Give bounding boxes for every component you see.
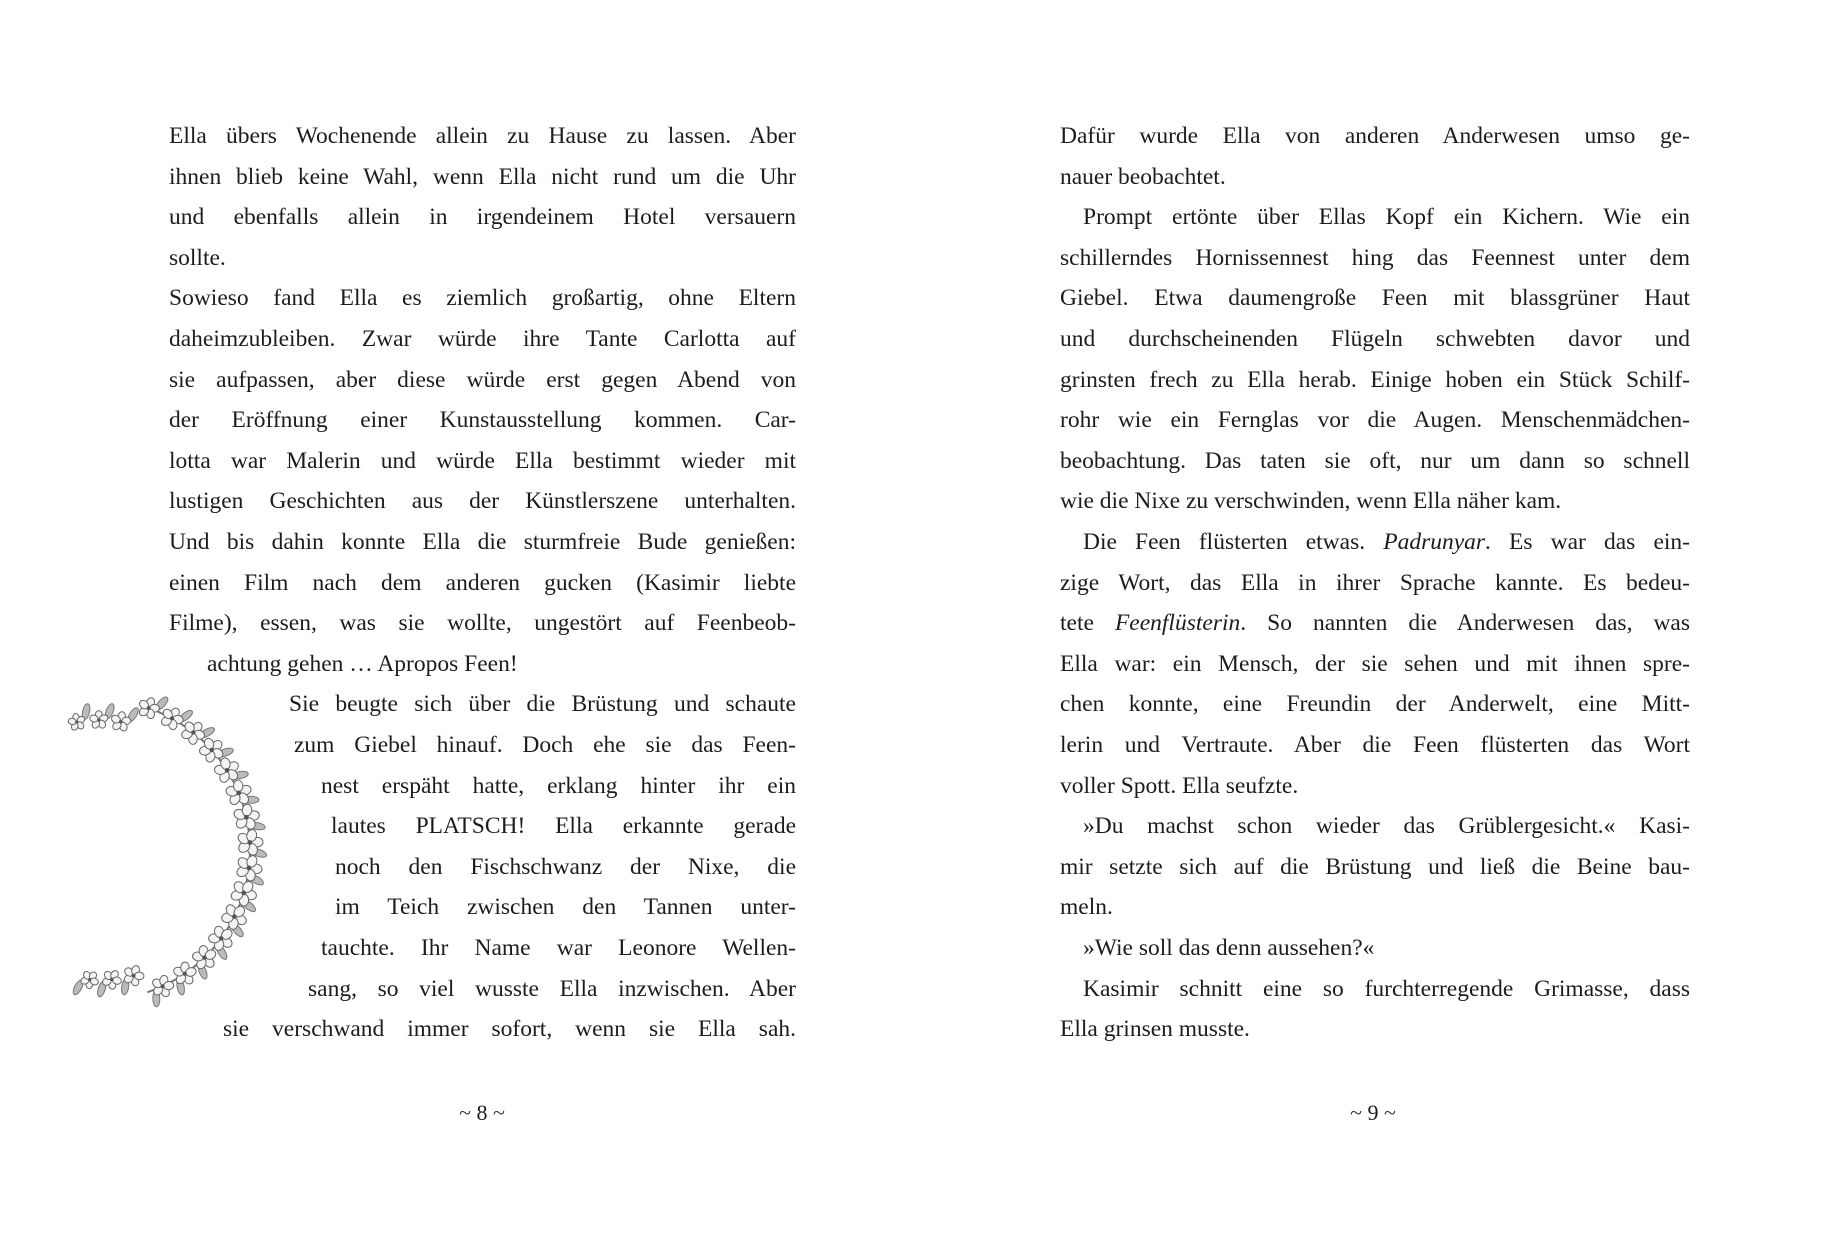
text-segment: voller Spott. Ella seufzte. (1060, 772, 1299, 799)
flower-icon (68, 703, 91, 731)
italic-term: Feenflüsterin (1114, 610, 1241, 637)
text-line (1060, 400, 1690, 440)
text-segment: sie aufpassen, aber diese würde erst gegen Abend von (169, 366, 796, 393)
text-segment: Ella übers Wochenende allein zu Hause zu lassen. Aber (169, 123, 796, 149)
text-line (1060, 847, 1690, 887)
text-line (321, 766, 796, 806)
text-line (207, 644, 518, 684)
text-segment: der Eröffnung einer Kunstausstellung kommen. Car- (169, 407, 796, 434)
ornament-left-icon: ~ (1350, 1100, 1362, 1125)
text-line (169, 197, 796, 237)
text-segment: Sowieso fand Ella es ziemlich großartig, ohne Eltern (169, 285, 796, 312)
text-segment: Filme), essen, was sie wollte, ungestört auf Feenbeob- (169, 610, 796, 637)
text-line (1083, 928, 1374, 968)
wreath-stem (147, 708, 250, 993)
text-segment: nest erspäht hatte, erklang hinter ihr ein (321, 772, 796, 799)
flower-icon (199, 737, 234, 763)
text-segment: Sie beugte sich über die Brüstung und schaute (289, 691, 796, 718)
flower-icon (151, 975, 174, 1007)
text-line (169, 522, 796, 562)
text-segment: tauchte. Ihr Name war Leonore Wellen- (321, 935, 796, 961)
text-segment: und ebenfalls allein in irgendeinem Hotel versauern (169, 204, 796, 231)
text-line (1083, 522, 1690, 562)
flower-icon (89, 702, 116, 729)
flower-icon (121, 964, 145, 995)
text-segment: Ella war: ein Mensch, der sie sehen und mit ihnen spre- (1060, 650, 1690, 677)
flower-icon (110, 706, 140, 732)
text-segment: achtung gehen … Apropos Feen! (207, 650, 518, 677)
text-line (1060, 563, 1690, 603)
text-segment: lerin und Vertraute. Aber die Feen flüsterten das Wort (1060, 732, 1690, 758)
text-segment: chen konnte, eine Freundin der Anderwelt, eine Mitt- (1060, 691, 1690, 718)
text-segment: ihnen blieb keine Wahl, wenn Ella nicht rund um die Uhr (169, 163, 796, 190)
text-segment: wie die Nixe zu verschwinden, wenn Ella näher kam. (1060, 488, 1562, 515)
text-line (1083, 806, 1690, 846)
ornament-left-icon: ~ (459, 1100, 471, 1125)
page-number-right (1313, 1098, 1433, 1128)
flower-icon (225, 780, 259, 807)
floral-wreath-illustration (40, 685, 320, 1015)
text-line (1060, 766, 1298, 806)
text-segment: nauer beobachtet. (1060, 163, 1226, 190)
text-line (1060, 603, 1690, 643)
text-segment: lautes PLATSCH! Ella erkannte gerade (331, 813, 796, 840)
text-segment: Und bis dahin konnte Ella die sturmfreie Bude genießen: (169, 529, 796, 555)
text-line (1083, 969, 1690, 1009)
text-line (321, 928, 796, 968)
text-segment: lustigen Geschichten aus der Künstlerszene unterhalten. (169, 488, 796, 515)
text-segment: Ella grinsen musste. (1060, 1016, 1250, 1043)
flower-icon (96, 969, 122, 998)
text-line (1060, 441, 1690, 481)
page-number: 9 (1367, 1100, 1379, 1125)
text-line (169, 400, 796, 440)
text-segment: . Es war das ein- (1485, 529, 1690, 555)
text-line (1060, 481, 1561, 521)
text-segment: »Du machst schon wieder das Grüblergesicht.« Kasi- (1083, 813, 1690, 840)
text-line (1060, 644, 1690, 684)
text-segment: sang, so viel wusste Ella inzwischen. Aber (308, 975, 796, 1002)
text-segment: daheimzubleiben. Zwar würde ihre Tante Carlotta auf (169, 326, 796, 352)
text-line (169, 116, 796, 156)
text-segment: schillerndes Hornissennest hing das Feennest unter dem (1060, 244, 1690, 271)
text-segment: einen Film nach dem anderen gucken (Kasimir liebte (169, 569, 796, 596)
text-line (169, 360, 796, 400)
text-segment: »Wie soll das denn aussehen?« (1083, 935, 1375, 961)
text-line (1083, 197, 1690, 237)
text-line (1060, 725, 1690, 765)
text-segment: Prompt ertönte über Ellas Kopf ein Kichern. Wie ein (1083, 204, 1690, 231)
text-line (223, 1009, 796, 1049)
text-segment: zige Wort, das Ella in ihrer Sprache kannte. Es bedeu- (1060, 569, 1690, 596)
text-line (169, 481, 796, 521)
text-line (169, 278, 796, 318)
text-segment: lotta war Malerin und würde Ella bestimmt wieder mit (169, 447, 796, 474)
text-segment: grinsten frech zu Ella herab. Einige hoben ein Stück Schilf- (1060, 366, 1690, 393)
text-line (308, 969, 796, 1009)
flower-icon (192, 945, 217, 980)
text-segment: noch den Fischschwanz der Nixe, die (335, 853, 796, 880)
text-segment: Kasimir schnitt eine so furchterregende Grimasse, dass (1083, 975, 1690, 1002)
text-line (1060, 684, 1690, 724)
text-line (1060, 1009, 1250, 1049)
text-line (335, 847, 796, 887)
page-number: 8 (476, 1100, 488, 1125)
text-line (294, 725, 796, 765)
text-line (169, 319, 796, 359)
page-number-left (422, 1098, 542, 1128)
text-segment: mir setzte sich auf die Brüstung und ließ die Beine bau- (1060, 853, 1690, 880)
text-line (331, 806, 796, 846)
text-segment: rohr wie ein Fernglas vor die Augen. Menschenmädchen- (1060, 407, 1690, 434)
text-segment: beobachtung. Das taten sie oft, nur um dann so schnell (1060, 447, 1690, 474)
text-line (169, 603, 796, 643)
text-segment: im Teich zwischen den Tannen unter- (335, 894, 796, 921)
text-segment: und durchscheinenden Flügeln schwebten davor und (1060, 326, 1690, 352)
text-line (169, 157, 796, 197)
italic-term: Padrunyar (1383, 529, 1486, 555)
text-segment: sie verschwand immer sofort, wenn sie Ella sah. (223, 1016, 796, 1043)
flower-icon (214, 757, 249, 784)
text-line (169, 441, 796, 481)
flower-icon (232, 804, 265, 831)
text-line (169, 563, 796, 603)
flower-icon (71, 970, 99, 996)
text-line (1060, 116, 1690, 156)
text-line (1060, 278, 1690, 318)
ornament-right-icon: ~ (1384, 1100, 1396, 1125)
flower-icon (236, 829, 268, 860)
text-segment: sollte. (169, 244, 226, 271)
text-segment: zum Giebel hinauf. Doch ehe sie das Feen- (294, 732, 796, 758)
ornament-right-icon: ~ (493, 1100, 505, 1125)
text-segment: tete (1060, 610, 1115, 637)
text-line (1060, 887, 1113, 927)
text-segment: Giebel. Etwa daumengroße Feen mit blassgrüner Haut (1060, 285, 1690, 312)
text-line (1060, 319, 1690, 359)
text-segment: meln. (1060, 894, 1113, 921)
text-line (169, 238, 226, 278)
text-segment: Die Feen flüsterten etwas. (1083, 529, 1384, 555)
text-line (335, 887, 796, 927)
text-line (1060, 238, 1690, 278)
text-segment: Dafür wurde Ella von anderen Anderwesen umso ge- (1060, 123, 1690, 149)
text-segment: . So nannten die Anderwesen das, was (1240, 610, 1690, 637)
text-line (1060, 360, 1690, 400)
text-line (1060, 157, 1226, 197)
text-line (289, 684, 796, 724)
